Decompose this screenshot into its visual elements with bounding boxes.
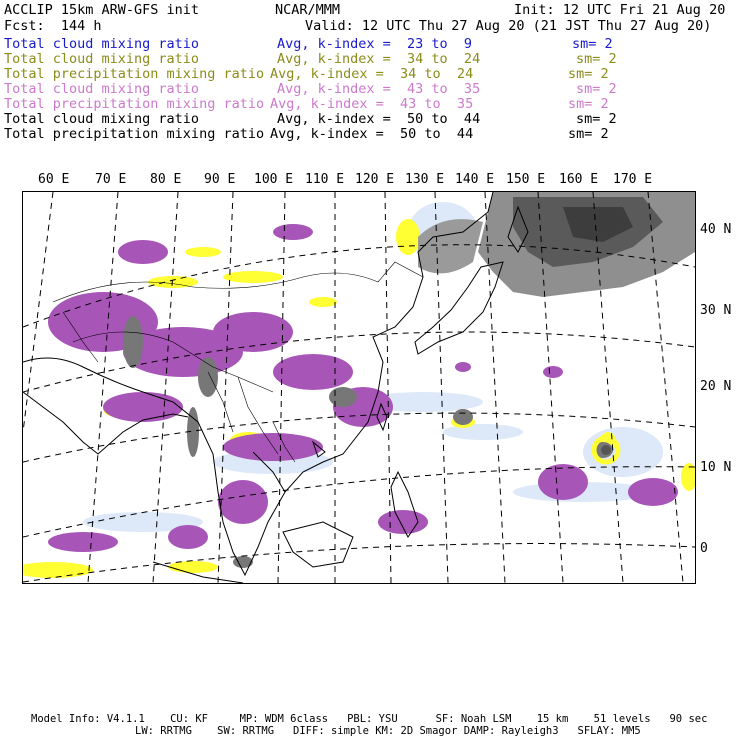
center-label: NCAR/MMM <box>275 2 341 18</box>
lon-label: 130 E <box>405 172 445 187</box>
legend-sm: sm= 2 <box>576 51 617 67</box>
legend-avg: Avg, k-index = 50 to 44 <box>270 126 474 142</box>
lon-label: 60 E <box>38 172 70 187</box>
legend-avg: Avg, k-index = 43 to 35 <box>270 96 474 112</box>
lon-label: 170 E <box>613 172 653 187</box>
legend-sm: sm= 2 <box>568 126 609 142</box>
lon-label: 150 E <box>506 172 546 187</box>
lon-label: 110 E <box>305 172 345 187</box>
lat-label: 10 N <box>700 460 732 475</box>
legend-avg: Avg, k-index = 34 to 24 <box>270 66 474 82</box>
init-time: Init: 12 UTC Fri 21 Aug 20 <box>514 2 726 18</box>
lon-label: 100 E <box>254 172 294 187</box>
legend-sm: sm= 2 <box>576 111 617 127</box>
model-info-line1: Model Info: V4.1.1 CU: KF MP: WDM 6class PBL: YSU SF: Noah LSM 15 km 51 levels 90 sec <box>31 713 708 725</box>
valid-time: Valid: 12 UTC Thu 27 Aug 20 (21 JST Thu 27 Aug 20) <box>305 18 712 34</box>
lon-label: 70 E <box>95 172 127 187</box>
plot-title: ACCLIP 15km ARW-GFS init <box>4 2 200 18</box>
legend-avg: Avg, k-index = 50 to 44 <box>277 111 481 127</box>
country-borders <box>53 262 423 462</box>
legend-sm: sm= 2 <box>572 36 613 52</box>
lat-label: 0 <box>700 541 708 556</box>
legend-field: Total cloud mixing ratio <box>4 111 200 127</box>
legend-field: Total cloud mixing ratio <box>4 51 200 67</box>
lat-label: 20 N <box>700 379 732 394</box>
lon-label: 90 E <box>204 172 236 187</box>
legend-sm: sm= 2 <box>568 96 609 112</box>
legend-avg: Avg, k-index = 43 to 35 <box>277 81 481 97</box>
lat-label: 40 N <box>700 222 732 237</box>
legend-field: Total cloud mixing ratio <box>4 36 200 52</box>
map-panel <box>22 191 696 584</box>
legend-field: Total precipitation mixing ratio <box>4 96 265 112</box>
lon-label: 160 E <box>559 172 599 187</box>
lat-label: 30 N <box>700 303 732 318</box>
legend-sm: sm= 2 <box>576 81 617 97</box>
legend-field: Total cloud mixing ratio <box>4 81 200 97</box>
lon-label: 140 E <box>455 172 495 187</box>
legend-field: Total precipitation mixing ratio <box>4 66 265 82</box>
map-svg <box>23 192 695 583</box>
model-info-line2: LW: RRTMG SW: RRTMG DIFF: simple KM: 2D Smagor DAMP: Rayleigh3 SFLAY: MM5 <box>135 725 641 737</box>
legend-avg: Avg, k-index = 34 to 24 <box>277 51 481 67</box>
lon-label: 80 E <box>150 172 182 187</box>
forecast-hour: Fcst: 144 h <box>4 18 102 34</box>
legend-avg: Avg, k-index = 23 to 9 <box>277 36 473 52</box>
legend-sm: sm= 2 <box>568 66 609 82</box>
lon-label: 120 E <box>355 172 395 187</box>
legend-field: Total precipitation mixing ratio <box>4 126 265 142</box>
